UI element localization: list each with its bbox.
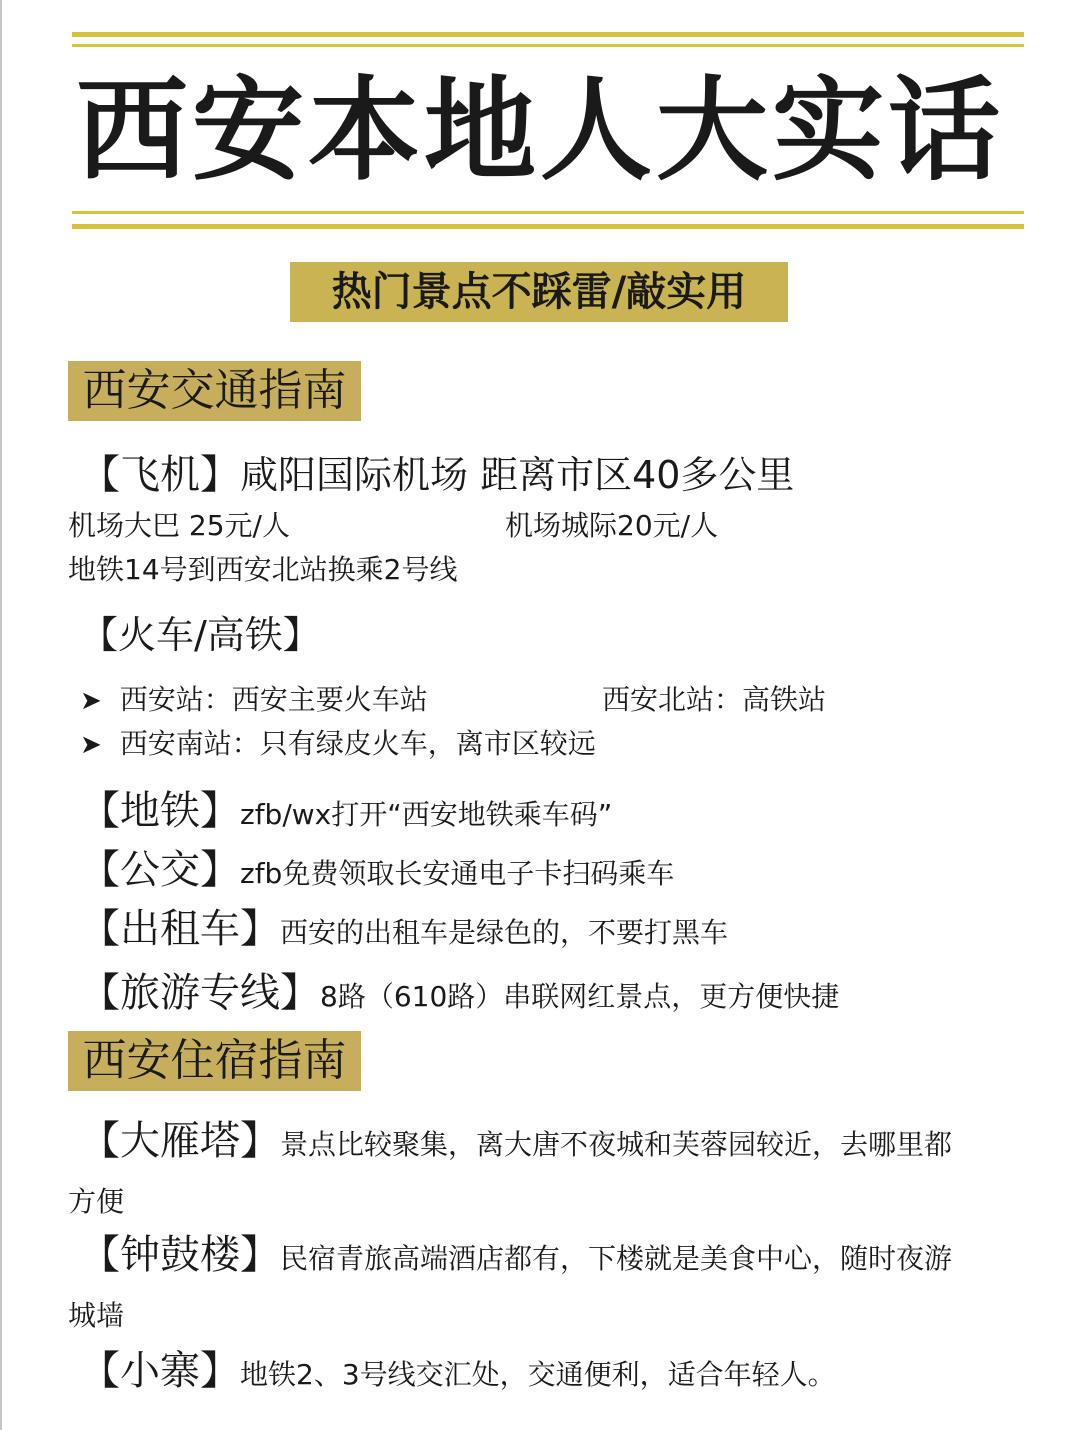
- dayanta-text: 景点比较聚集，离大唐不夜城和芙蓉园较近，去哪里都: [280, 1128, 953, 1161]
- plane-text: 咸阳国际机场 距离市区40多公里: [240, 453, 795, 497]
- xiaozhai-tag: 【小寨】: [80, 1348, 240, 1394]
- arrow-icon: ➤: [80, 730, 102, 760]
- section-heading-transport: 西安交通指南: [68, 361, 361, 421]
- dayanta-cont: 方便: [68, 1185, 125, 1218]
- arrow-icon: ➤: [80, 686, 102, 716]
- page-title: 西安本地人大实话: [76, 66, 1004, 196]
- subtitle-banner: 热门景点不踩雷/敲实用: [290, 262, 788, 322]
- airport-intercity: 机场城际20元/人: [505, 509, 719, 542]
- taxi-line: [80, 906, 728, 956]
- zhonggulou-tag: 【钟鼓楼】: [80, 1232, 280, 1278]
- metro-tag: 【地铁】: [80, 788, 240, 834]
- dayanta-line: [80, 1118, 952, 1168]
- section-heading-lodging: 西安住宿指南: [68, 1031, 361, 1091]
- train-item-3: ➤ 西安南站：只有绿皮火车，离市区较远: [80, 727, 596, 760]
- xiaozhai-text: 地铁2、3号线交汇处，交通便利，适合年轻人。: [240, 1358, 836, 1391]
- metro-text: zfb/wx打开“西安地铁乘车码”: [240, 798, 613, 831]
- top-rule-2: [72, 44, 1024, 47]
- zhonggulou-cont: 城墙: [68, 1299, 125, 1332]
- left-edge-rule: [0, 0, 2, 1430]
- metro-line: [80, 788, 612, 838]
- bus-tag: 【公交】: [80, 847, 240, 893]
- airport-bus: 机场大巴 25元/人: [68, 509, 290, 542]
- airport-metro: 地铁14号到西安北站换乘2号线: [68, 553, 458, 586]
- top-rule-1: [72, 32, 1024, 37]
- tour-tag: 【旅游专线】: [80, 970, 320, 1016]
- train-item-2: 西安北站：高铁站: [602, 683, 827, 716]
- zhonggulou-line: [80, 1232, 952, 1282]
- taxi-text: 西安的出租车是绿色的，不要打黑车: [280, 916, 729, 949]
- bottom-rule-1: [72, 211, 1024, 214]
- bus-line: [80, 847, 674, 897]
- zhonggulou-text: 民宿青旅高端酒店都有，下楼就是美食中心，随时夜游: [280, 1242, 953, 1275]
- xiaozhai-line: [80, 1348, 836, 1398]
- train-tag: 【火车/高铁】: [80, 613, 321, 657]
- plane-tag: 【飞机】: [80, 452, 240, 498]
- bottom-rule-2: [72, 224, 1024, 229]
- tour-line: [80, 970, 839, 1020]
- tour-text: 8路（610路）串联网红景点，更方便快捷: [320, 980, 840, 1013]
- train-item-1: ➤ 西安站：西安主要火车站: [80, 683, 428, 716]
- dayanta-tag: 【大雁塔】: [80, 1118, 280, 1164]
- plane-line: [80, 452, 794, 498]
- taxi-tag: 【出租车】: [80, 906, 280, 952]
- bus-text: zfb免费领取长安通电子卡扫码乘车: [240, 857, 675, 890]
